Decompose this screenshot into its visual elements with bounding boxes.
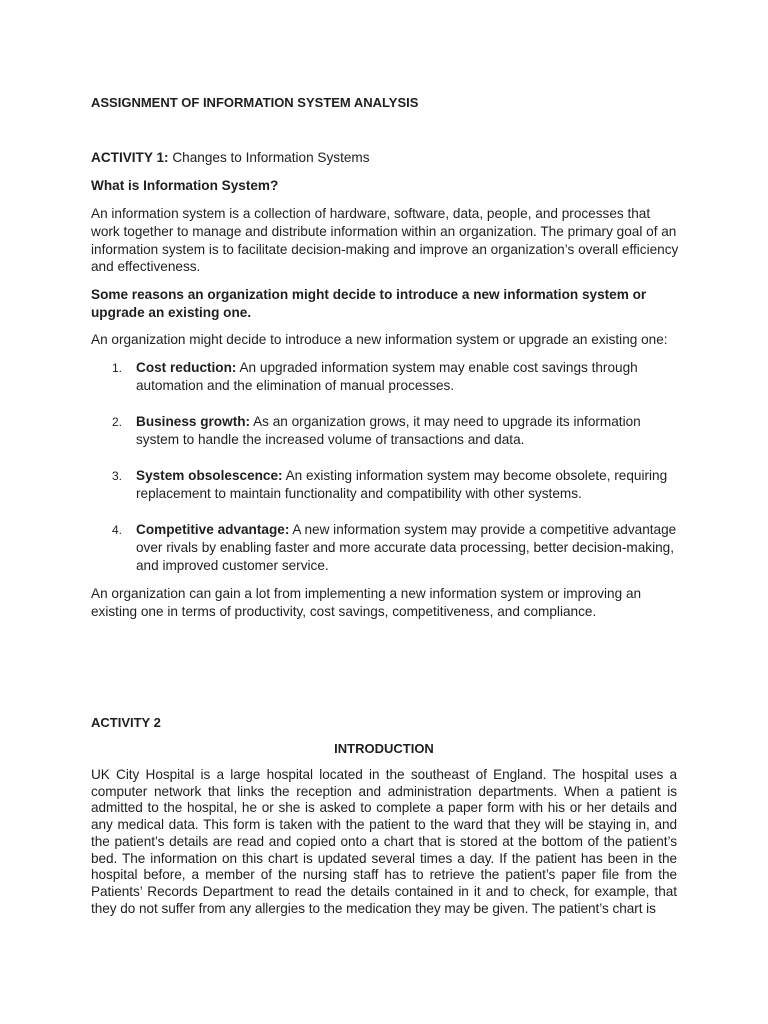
list-text: An existing information system may become obsolete, requiring replacement to maintain functionality and compatibility with other systems. bbox=[136, 468, 668, 501]
definition-paragraph: An information system is a collection of hardware, software, data, people, and processes that work together to manage and distribute information within an organization. The primary goal of an information system is to facilitate decision-making and improve an organization’s overall efficiency and effectiveness. bbox=[91, 206, 679, 275]
list-item bbox=[91, 467, 681, 521]
reasons-intro: An organization might decide to introduce a new information system or upgrade an existing one: bbox=[91, 332, 668, 347]
list-text: An upgraded information system may enable cost savings through automation and the elimination of manual processes. bbox=[136, 360, 638, 393]
activity1-subtitle: Changes to Information Systems bbox=[172, 150, 370, 165]
list-number: 4. bbox=[112, 523, 123, 537]
introduction-heading: INTRODUCTION bbox=[334, 741, 434, 756]
activity1-label: ACTIVITY 1: bbox=[91, 150, 169, 165]
list-term: Competitive advantage: bbox=[136, 522, 290, 537]
list-term: System obsolescence: bbox=[136, 468, 283, 483]
list-item bbox=[91, 359, 681, 413]
document-title: ASSIGNMENT OF INFORMATION SYSTEM ANALYSIS bbox=[91, 95, 419, 110]
question-reasons: Some reasons an organization might decide to introduce a new information system or upgrade an existing one. bbox=[91, 287, 647, 320]
list-text: As an organization grows, it may need to upgrade its information system to handle the increased volume of transactions and data. bbox=[136, 414, 641, 447]
list-term: Cost reduction: bbox=[136, 360, 237, 375]
list-number: 1. bbox=[112, 361, 123, 375]
list-item bbox=[91, 521, 681, 575]
activity2-label: ACTIVITY 2 bbox=[91, 715, 161, 730]
list-item bbox=[91, 413, 681, 467]
question-what-is-is: What is Information System? bbox=[91, 178, 279, 193]
list-term: Business growth: bbox=[136, 414, 251, 429]
introduction-body: UK City Hospital is a large hospital located in the southeast of England. The hospital uses a computer network that links the reception and administration departments. When a patient is admitted to the hospital, he or she is asked to complete a paper form with his or her details and any medical data. This form is taken with the patient to the ward that they will be staying in, and the patient’s details are read and copied onto a chart that is stored at the bottom of the patient’s bed. The information on this chart is updated several times a day. If the patient has been in the hospital before, a member of the nursing staff has to retrieve the patient’s paper file from the Patients’ Records Department to read the details contained in it and to check, for example, that they do not suffer from any allergies to the medication they may be given. The patient’s chart is bbox=[91, 767, 677, 916]
conclusion-paragraph: An organization can gain a lot from implementing a new information system or improving an existing one in terms of productivity, cost savings, competitiveness, and compliance. bbox=[91, 586, 642, 619]
list-number: 3. bbox=[112, 469, 123, 483]
activity1-heading bbox=[91, 149, 681, 167]
list-number: 2. bbox=[112, 415, 123, 429]
list-text: A new information system may provide a competitive advantage over rivals by enabling faster and more accurate data processing, better decision-making, and improved customer service. bbox=[136, 522, 677, 573]
reasons-list bbox=[91, 359, 681, 575]
